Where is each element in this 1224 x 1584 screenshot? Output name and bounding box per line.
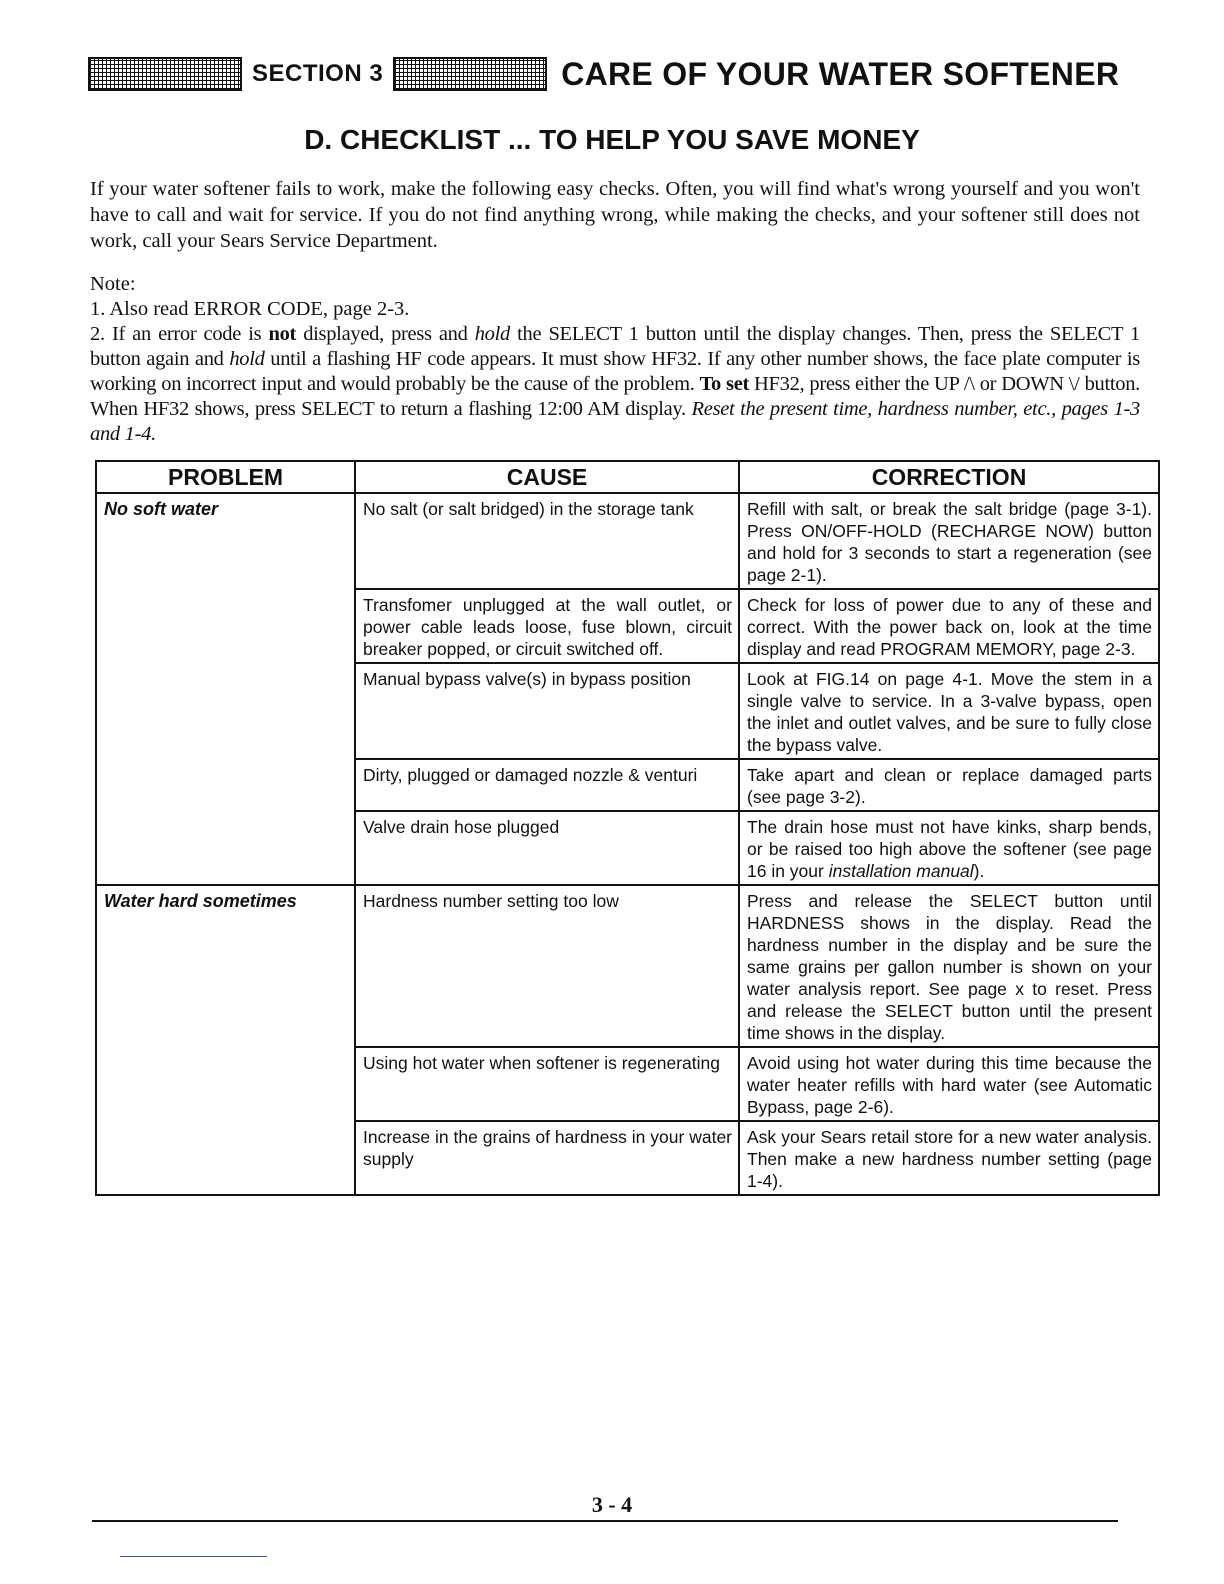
intro-paragraph: If your water softener fails to work, make the following easy checks. Often, you will find what's wrong yourself and you won't have to call and wait for service. If you do not find anything wrong, while making the checks, and your softener still does not work, call your Sears Service Department. xyxy=(90,178,1140,252)
note-label: Note: xyxy=(90,273,136,295)
cause-cell: Using hot water when softener is regenerating xyxy=(355,1047,739,1121)
correction-cell: Ask your Sears retail store for a new water analysis. Then make a new hardness number setting (page 1-4). xyxy=(739,1121,1159,1195)
correction-cell: Check for loss of power due to any of these and correct. With the power back on, look at the time display and read PROGRAM MEMORY, page 2-3. xyxy=(739,589,1159,663)
header-cause: CAUSE xyxy=(355,461,739,493)
correction-cell: Avoid using hot water during this time because the water heater refills with hard water (see Automatic Bypass, page 2-6). xyxy=(739,1047,1159,1121)
note-emphasis-to-set: To set xyxy=(699,373,750,395)
table-row xyxy=(96,493,1159,589)
cause-cell: Transfomer unplugged at the wall outlet, or power cable leads loose, fuse blown, circuit breaker popped, or circuit switched off. xyxy=(355,589,739,663)
table-row xyxy=(96,885,1159,1047)
page-number: 3 - 4 xyxy=(591,1492,633,1517)
header-problem: PROBLEM xyxy=(96,461,355,493)
note-item-2 xyxy=(90,322,1140,447)
correction-cell xyxy=(739,811,1159,885)
note-emphasis-not: not xyxy=(268,323,297,345)
cause-cell: Manual bypass valve(s) in bypass position xyxy=(355,663,739,759)
note-text: 2. If an error code is xyxy=(90,323,269,345)
header-correction: CORRECTION xyxy=(739,461,1159,493)
table-header-row xyxy=(96,461,1159,493)
correction-emphasis: installation manual xyxy=(828,861,974,881)
correction-text: The drain hose must not have kinks, sharp bends, or be raised too high above the softener (see page 16 in your xyxy=(747,817,1152,881)
cause-cell: Dirty, plugged or damaged nozzle & venturi xyxy=(355,759,739,811)
cause-cell: Valve drain hose plugged xyxy=(355,811,739,885)
note-block xyxy=(90,272,1140,447)
problem-water-hard-sometimes: Water hard sometimes xyxy=(96,885,355,1195)
checklist-table xyxy=(95,460,1160,1196)
note-text: displayed, press and xyxy=(296,323,475,345)
cause-cell: Increase in the grains of hardness in your water supply xyxy=(355,1121,739,1195)
cause-cell: Hardness number setting too low xyxy=(355,885,739,1047)
footer-divider xyxy=(92,1520,1118,1522)
problem-no-soft-water: No soft water xyxy=(96,493,355,885)
note-reset-reference: Reset the present time, hardness number, etc., pages 1-3 and 1-4. xyxy=(90,398,1140,445)
cause-cell: No salt (or salt bridged) in the storage tank xyxy=(355,493,739,589)
note-text: the SELECT 1 button until the display changes. Then, press the SELECT 1 button again and xyxy=(90,323,1140,370)
hatch-decoration-right xyxy=(393,57,547,91)
correction-cell: Take apart and clean or replace damaged parts (see page 3-2). xyxy=(739,759,1159,811)
correction-text: ). xyxy=(973,861,985,881)
section-header xyxy=(88,52,1138,96)
note-emphasis-hold: hold xyxy=(229,348,265,370)
note-item-1: 1. Also read ERROR CODE, page 2-3. xyxy=(90,298,410,320)
hatch-decoration-left xyxy=(88,57,242,91)
section-title: CARE OF YOUR WATER SOFTENER xyxy=(561,55,1120,92)
section-label: SECTION 3 xyxy=(252,60,384,87)
correction-cell: Press and release the SELECT button until HARDNESS shows in the display. Read the hardness number in the display and be sure the same grains per gallon number is shown on your water analysis report. See page x to reset. Press and release the SELECT button until the present time shows in the display. xyxy=(739,885,1159,1047)
page-subtitle: D. CHECKLIST ... TO HELP YOU SAVE MONEY xyxy=(304,124,920,155)
note-text: until a flashing HF code appears. It must show HF32. If any other number shows, the face plate computer is working on incorrect input and would probably be the cause of the problem. xyxy=(90,348,1140,395)
correction-cell: Look at FIG.14 on page 4-1. Move the stem in a single valve to service. In a 3-valve bypass, open the inlet and outlet valves, and be sure to fully close the bypass valve. xyxy=(739,663,1159,759)
correction-cell: Refill with salt, or break the salt bridge (page 3-1). Press ON/OFF-HOLD (RECHARGE NOW) button and hold for 3 seconds to start a regeneration (see page 2-1). xyxy=(739,493,1159,589)
footer-link-underline xyxy=(120,1556,267,1557)
note-emphasis-hold: hold xyxy=(474,323,510,345)
note-text: HF32, press either the UP /\ or DOWN \/ button. When HF32 shows, press SELECT to return a flashing 12:00 AM display. xyxy=(90,373,1140,420)
